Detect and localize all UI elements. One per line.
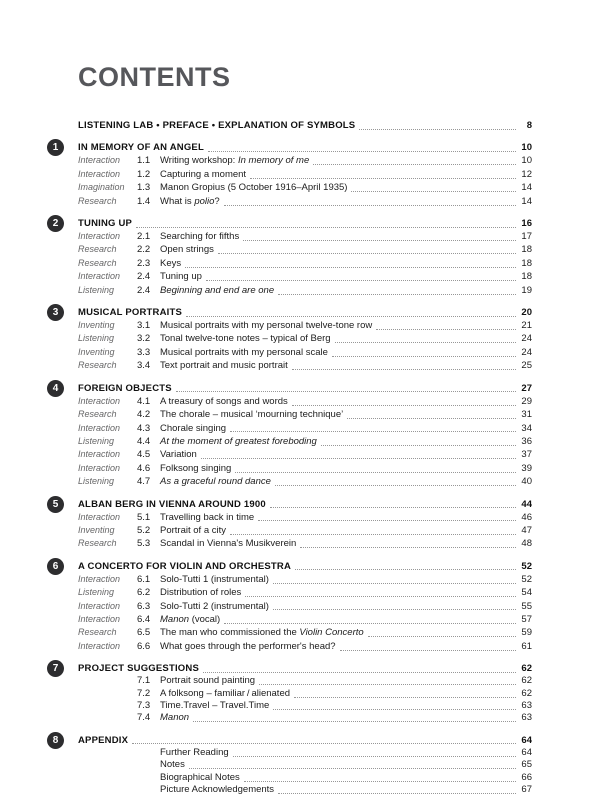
item-category: Listening xyxy=(78,587,115,598)
section-header xyxy=(52,217,532,230)
toc-item xyxy=(78,243,532,256)
item-title: Notes xyxy=(160,759,185,771)
item-title: Chorale singing xyxy=(160,422,227,434)
item-title: Manon Gropius (5 October 1916–April 1935) xyxy=(160,182,348,194)
item-title: A treasury of songs and words xyxy=(160,395,288,407)
dotted-leader xyxy=(218,253,516,254)
toc-section xyxy=(52,662,532,725)
item-title: Portrait sound painting xyxy=(160,675,256,687)
item-page-number: 65 xyxy=(521,759,532,771)
item-number: 2.4 xyxy=(137,271,151,283)
toc-item xyxy=(78,181,532,194)
frontmatter-label: LISTENING LAB • PREFACE • EXPLANATION OF SYMBOLS xyxy=(78,120,356,131)
section-number-badge: 3 xyxy=(47,304,64,321)
dotted-leader xyxy=(294,697,516,698)
dotted-leader xyxy=(292,405,516,406)
item-title: What goes through the performer's head? xyxy=(160,640,336,652)
item-category: Interaction xyxy=(78,271,121,282)
item-title: A folksong – familiar / alienated xyxy=(160,687,291,699)
section-number-badge: 8 xyxy=(47,732,64,749)
item-category: Interaction xyxy=(78,600,121,611)
toc-item xyxy=(78,319,532,332)
toc-item xyxy=(78,712,532,724)
item-page-number: 37 xyxy=(521,449,532,461)
toc-item xyxy=(78,688,532,700)
section-header xyxy=(52,498,532,511)
toc-item xyxy=(78,784,532,796)
item-page-number: 17 xyxy=(521,231,532,243)
section-number-badge: 1 xyxy=(47,139,64,156)
item-page-number: 63 xyxy=(521,712,532,724)
item-page-number: 34 xyxy=(521,422,532,434)
dotted-leader xyxy=(292,369,516,370)
toc-item xyxy=(78,448,532,461)
item-page-number: 31 xyxy=(521,409,532,421)
toc-item xyxy=(78,537,532,550)
item-page-number: 54 xyxy=(521,587,532,599)
toc-item xyxy=(78,346,532,359)
item-number: 3.4 xyxy=(137,360,151,372)
item-category: Interaction xyxy=(78,462,121,473)
item-number: 2.2 xyxy=(137,244,151,256)
section-title: TUNING UP xyxy=(78,218,133,230)
item-page-number: 55 xyxy=(521,600,532,612)
item-category: Research xyxy=(78,409,117,420)
item-page-number: 12 xyxy=(521,168,532,180)
section-title: FOREIGN OBJECTS xyxy=(78,382,172,394)
toc-item xyxy=(78,586,532,599)
dotted-leader xyxy=(176,391,516,392)
section-header xyxy=(52,734,532,747)
toc-item xyxy=(78,759,532,771)
item-number: 5.3 xyxy=(137,538,151,550)
item-title: Writing workshop: In memory of me xyxy=(160,155,310,167)
dotted-leader xyxy=(185,267,516,268)
section-header xyxy=(52,141,532,154)
item-title: Scandal in Vienna's Musikverein xyxy=(160,538,297,550)
item-title: Variation xyxy=(160,449,197,461)
item-page-number: 62 xyxy=(521,687,532,699)
toc-item xyxy=(78,626,532,639)
item-page-number: 18 xyxy=(521,271,532,283)
item-category: Inventing xyxy=(78,346,115,357)
item-category: Interaction xyxy=(78,613,121,624)
dotted-leader xyxy=(235,472,516,473)
item-title: Picture Acknowledgements xyxy=(160,784,275,796)
item-number: 6.2 xyxy=(137,587,151,599)
dotted-leader xyxy=(230,431,516,432)
item-number: 5.1 xyxy=(137,511,151,523)
toc-item xyxy=(78,600,532,613)
dotted-leader xyxy=(376,329,516,330)
sections-container xyxy=(52,141,532,796)
dotted-leader xyxy=(340,650,516,651)
toc-section xyxy=(52,734,532,797)
toc-item xyxy=(78,270,532,283)
dotted-leader xyxy=(259,684,516,685)
item-category: Listening xyxy=(78,284,115,295)
item-number: 6.6 xyxy=(137,640,151,652)
item-page-number: 36 xyxy=(521,435,532,447)
toc-item xyxy=(78,640,532,653)
item-title: Open strings xyxy=(160,244,214,256)
item-number: 1.3 xyxy=(137,182,151,194)
toc-item xyxy=(78,230,532,243)
item-page-number: 47 xyxy=(521,524,532,536)
item-number: 3.3 xyxy=(137,346,151,358)
item-page-number: 39 xyxy=(521,462,532,474)
item-title: Musical portraits with my personal scale xyxy=(160,346,328,358)
dotted-leader xyxy=(295,569,516,570)
item-number: 4.3 xyxy=(137,422,151,434)
item-title: Manon (vocal) xyxy=(160,613,221,625)
item-category: Imagination xyxy=(78,182,125,193)
section-header xyxy=(52,560,532,573)
item-category: Research xyxy=(78,257,117,268)
dotted-leader xyxy=(368,636,516,637)
item-category: Interaction xyxy=(78,640,121,651)
item-number: 2.3 xyxy=(137,257,151,269)
item-number: 4.6 xyxy=(137,462,151,474)
item-page-number: 24 xyxy=(521,346,532,358)
item-page-number: 24 xyxy=(521,333,532,345)
item-page-number: 63 xyxy=(521,700,532,711)
dotted-leader xyxy=(230,534,516,535)
toc-item xyxy=(78,675,532,687)
item-category: Research xyxy=(78,195,117,206)
dotted-leader xyxy=(250,178,516,179)
item-category: Interaction xyxy=(78,231,121,242)
dotted-leader xyxy=(224,205,516,206)
dotted-leader xyxy=(193,721,516,722)
page-title: CONTENTS xyxy=(78,62,231,92)
item-title: Folksong singing xyxy=(160,462,232,474)
dotted-leader xyxy=(186,316,516,317)
item-title: Manon xyxy=(160,712,190,724)
dotted-leader xyxy=(243,240,516,241)
toc-section xyxy=(52,498,532,551)
section-title: PROJECT SUGGESTIONS xyxy=(78,663,199,675)
toc-item xyxy=(78,700,532,712)
toc-item xyxy=(78,359,532,372)
item-number: 7.3 xyxy=(137,700,151,711)
section-number-badge: 2 xyxy=(47,215,64,232)
section-title: IN MEMORY OF AN ANGEL xyxy=(78,142,204,154)
item-page-number: 21 xyxy=(521,320,532,332)
dotted-leader xyxy=(208,151,516,152)
item-category: Interaction xyxy=(78,155,121,166)
item-page-number: 48 xyxy=(521,538,532,550)
item-category: Interaction xyxy=(78,168,121,179)
item-title: Solo-Tutti 1 (instrumental) xyxy=(160,573,269,585)
item-category: Research xyxy=(78,627,117,638)
dotted-leader xyxy=(278,793,516,794)
section-page-number: 44 xyxy=(521,498,532,510)
dotted-leader xyxy=(224,623,516,624)
item-title: Time.Travel – Travel.Time xyxy=(160,700,270,711)
dotted-leader xyxy=(300,547,516,548)
section-page-number: 10 xyxy=(521,142,532,154)
item-number: 3.1 xyxy=(137,320,151,332)
toc-section xyxy=(52,217,532,297)
item-category: Inventing xyxy=(78,320,115,331)
item-title: Tonal twelve-tone notes – typical of Berg xyxy=(160,333,331,345)
section-title: APPENDIX xyxy=(78,734,129,746)
item-page-number: 66 xyxy=(521,771,532,783)
section-title: MUSICAL PORTRAITS xyxy=(78,307,183,319)
item-number: 7.2 xyxy=(137,687,151,699)
item-title: Portrait of a city xyxy=(160,524,226,536)
section-title: A CONCERTO FOR VIOLIN AND ORCHESTRA xyxy=(78,560,292,572)
item-number: 6.4 xyxy=(137,613,151,625)
item-title: Biographical Notes xyxy=(160,771,240,783)
item-title: At the moment of greatest foreboding xyxy=(160,435,317,447)
dotted-leader xyxy=(258,520,516,521)
item-number: 4.4 xyxy=(137,435,151,447)
item-page-number: 46 xyxy=(521,511,532,523)
dotted-leader xyxy=(351,191,516,192)
section-header xyxy=(52,382,532,395)
dotted-leader xyxy=(203,672,516,673)
item-number: 5.2 xyxy=(137,524,151,536)
dotted-leader xyxy=(273,609,516,610)
dotted-leader xyxy=(313,164,516,165)
item-number: 1.2 xyxy=(137,168,151,180)
section-page-number: 52 xyxy=(521,560,532,572)
item-page-number: 18 xyxy=(521,257,532,269)
item-title: The chorale – musical ‘mourning technique’ xyxy=(160,409,344,421)
dotted-leader xyxy=(136,227,516,228)
section-header xyxy=(52,306,532,319)
item-category: Interaction xyxy=(78,395,121,406)
section-header xyxy=(52,662,532,675)
toc-item xyxy=(78,195,532,208)
dotted-leader xyxy=(132,743,516,744)
item-title: Travelling back in time xyxy=(160,511,255,523)
dotted-leader xyxy=(321,445,516,446)
item-title: Text portrait and music portrait xyxy=(160,360,288,372)
dotted-leader xyxy=(273,583,516,584)
item-title: Solo-Tutti 2 (instrumental) xyxy=(160,600,269,612)
toc-section xyxy=(52,560,532,653)
item-page-number: 62 xyxy=(521,675,532,687)
section-number-badge: 7 xyxy=(47,660,64,677)
toc-item xyxy=(78,524,532,537)
item-number: 6.3 xyxy=(137,600,151,612)
toc-section xyxy=(52,141,532,208)
item-category: Research xyxy=(78,360,117,371)
section-page-number: 16 xyxy=(521,218,532,230)
item-category: Interaction xyxy=(78,449,121,460)
item-title: The man who commissioned the Violin Concerto xyxy=(160,627,364,639)
toc-item xyxy=(78,772,532,784)
item-category: Listening xyxy=(78,333,115,344)
toc-item xyxy=(78,462,532,475)
section-page-number: 64 xyxy=(521,734,532,746)
item-page-number: 18 xyxy=(521,244,532,256)
toc-item xyxy=(78,613,532,626)
item-page-number: 40 xyxy=(521,476,532,488)
item-page-number: 57 xyxy=(521,613,532,625)
item-number: 1.1 xyxy=(137,155,151,167)
toc-item xyxy=(78,395,532,408)
item-page-number: 14 xyxy=(521,182,532,194)
item-number: 6.5 xyxy=(137,627,151,639)
item-category: Research xyxy=(78,244,117,255)
item-title: Beginning and end are one xyxy=(160,284,275,296)
toc-item xyxy=(78,475,532,488)
item-number: 7.4 xyxy=(137,712,151,724)
dotted-leader xyxy=(244,781,516,782)
item-page-number: 14 xyxy=(521,195,532,207)
item-number: 1.4 xyxy=(137,195,151,207)
toc-item xyxy=(78,435,532,448)
dotted-leader xyxy=(359,129,516,130)
toc-item xyxy=(78,511,532,524)
item-number: 6.1 xyxy=(137,573,151,585)
item-number: 4.2 xyxy=(137,409,151,421)
dotted-leader xyxy=(206,280,516,281)
item-category: Interaction xyxy=(78,573,121,584)
dotted-leader xyxy=(233,756,516,757)
dotted-leader xyxy=(201,458,516,459)
item-page-number: 67 xyxy=(521,784,532,796)
dotted-leader xyxy=(332,356,516,357)
item-category: Interaction xyxy=(78,422,121,433)
item-page-number: 59 xyxy=(521,627,532,639)
dotted-leader xyxy=(347,418,516,419)
frontmatter-row xyxy=(78,120,532,132)
item-title: As a graceful round dance xyxy=(160,476,271,488)
item-title: Searching for fifths xyxy=(160,231,240,243)
frontmatter-page-number: 8 xyxy=(526,120,532,131)
item-category: Listening xyxy=(78,435,115,446)
dotted-leader xyxy=(270,507,516,508)
item-page-number: 61 xyxy=(521,640,532,652)
item-number: 4.7 xyxy=(137,476,151,488)
item-page-number: 29 xyxy=(521,395,532,407)
item-category: Research xyxy=(78,538,117,549)
toc-item xyxy=(78,747,532,759)
item-title: Capturing a moment xyxy=(160,168,247,180)
dotted-leader xyxy=(335,342,516,343)
item-category: Listening xyxy=(78,476,115,487)
toc-item xyxy=(78,332,532,345)
dotted-leader xyxy=(245,596,516,597)
item-number: 7.1 xyxy=(137,675,151,687)
dotted-leader xyxy=(273,709,516,710)
section-number-badge: 6 xyxy=(47,558,64,575)
item-number: 3.2 xyxy=(137,333,151,345)
dotted-leader xyxy=(278,294,516,295)
dotted-leader xyxy=(275,485,516,486)
item-number: 2.1 xyxy=(137,231,151,243)
item-title: What is polio? xyxy=(160,195,220,207)
toc-section xyxy=(52,382,532,489)
item-number: 4.5 xyxy=(137,449,151,461)
item-title: Tuning up xyxy=(160,271,202,283)
item-title: Musical portraits with my personal twelve-tone row xyxy=(160,320,373,332)
toc-item xyxy=(78,284,532,297)
toc-item xyxy=(78,573,532,586)
section-page-number: 62 xyxy=(521,663,532,675)
item-title: Further Reading xyxy=(160,746,229,758)
toc-item xyxy=(78,422,532,435)
toc-item xyxy=(78,168,532,181)
item-page-number: 25 xyxy=(521,360,532,372)
section-page-number: 20 xyxy=(521,307,532,319)
item-number: 2.4 xyxy=(137,284,151,296)
dotted-leader xyxy=(189,768,516,769)
toc-item xyxy=(78,257,532,270)
item-page-number: 19 xyxy=(521,284,532,296)
section-title: ALBAN BERG IN VIENNA AROUND 1900 xyxy=(78,498,266,510)
toc-section xyxy=(52,306,532,373)
item-category: Inventing xyxy=(78,524,115,535)
item-page-number: 52 xyxy=(521,573,532,585)
section-number-badge: 4 xyxy=(47,380,64,397)
toc-item xyxy=(78,154,532,167)
item-page-number: 64 xyxy=(521,746,532,758)
section-number-badge: 5 xyxy=(47,496,64,513)
item-number: 4.1 xyxy=(137,395,151,407)
item-page-number: 10 xyxy=(521,155,532,167)
item-category: Interaction xyxy=(78,511,121,522)
toc-item xyxy=(78,408,532,421)
table-of-contents xyxy=(52,120,532,796)
section-page-number: 27 xyxy=(521,382,532,394)
item-title: Keys xyxy=(160,257,182,269)
item-title: Distribution of roles xyxy=(160,587,242,599)
